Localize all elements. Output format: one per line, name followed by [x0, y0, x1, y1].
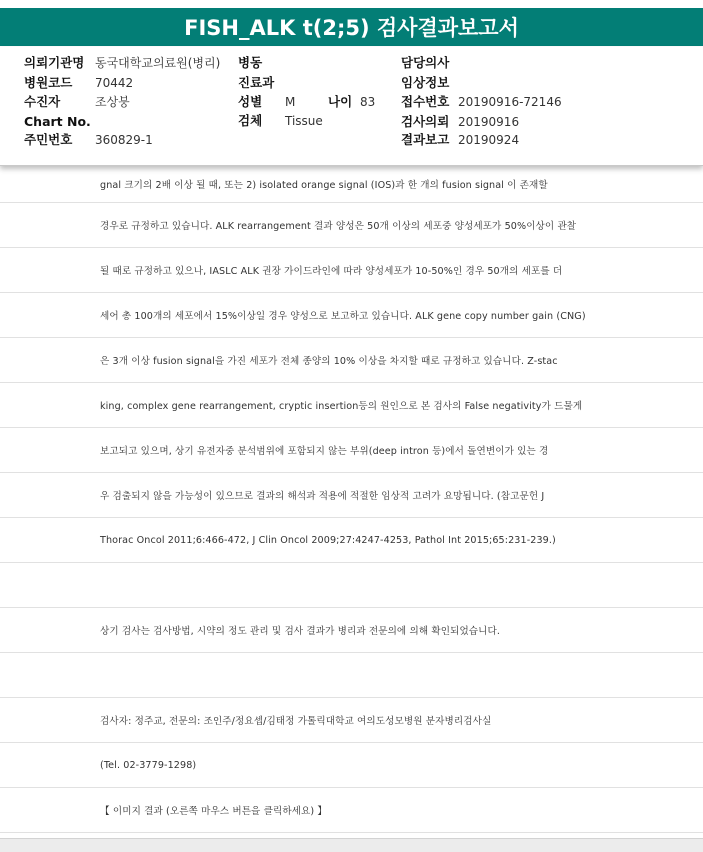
report-line-text: 우 검출되지 않을 가능성이 있으므로 결과의 해석과 적용에 적절한 임상적 고려가 요망됩니다. (참고문헌 J — [100, 491, 545, 502]
bottom-scroll-area — [0, 838, 703, 852]
resident-no-value: 360829-1 — [95, 133, 153, 147]
report-line-row — [0, 608, 703, 653]
report-line-row — [0, 338, 703, 383]
report-line-text: 세어 총 100개의 세포에서 15%이상일 경우 양성으로 보고하고 있습니다. ALK gene copy number gain (CNG) — [100, 311, 586, 322]
institution-label: 의뢰기관명 — [24, 55, 85, 70]
request-date-value: 20190916 — [458, 115, 520, 129]
department-label: 진료과 — [238, 75, 275, 90]
receiver-value: 조상붕 — [95, 95, 130, 109]
report-line-row — [0, 166, 703, 203]
report-line-text: 검사자: 정주교, 전문의: 조인주/정요셉/김태정 가톨릭대학교 여의도성모병원 분자병리검사실 — [100, 716, 492, 727]
report-line-text: Thorac Oncol 2011;6:466-472, J Clin Oncol 2009;27:4247-4253, Pathol Int 2015;65:231-239.) — [100, 534, 556, 546]
specimen-value: Tissue — [285, 114, 323, 128]
report-line-text: 은 3개 이상 fusion signal을 가진 세포가 전체 종양의 10% 이상을 차지할 때로 규정하고 있습니다. Z-stac — [100, 356, 558, 367]
accession-label: 접수번호 — [401, 94, 450, 109]
report-line-row — [0, 743, 703, 788]
report-line-text: 상기 검사는 검사방법, 시약의 정도 관리 및 검사 결과가 병리과 전문의에 의해 확인되었습니다. — [100, 626, 501, 637]
report-line-text[interactable]: 【 이미지 결과 (오른쪽 마우스 버튼을 클릭하세요) 】 — [100, 806, 328, 817]
clinical-info-label: 임상정보 — [401, 75, 450, 90]
hospital-code-value: 70442 — [95, 76, 134, 90]
hospital-code-label: 병원코드 — [24, 75, 73, 90]
report-line-text — [100, 563, 631, 607]
chart-no-label: Chart No. — [24, 114, 91, 129]
report-line-row — [0, 293, 703, 338]
report-line-row — [0, 428, 703, 473]
report-line-text: 될 때로 규정하고 있으나, IASLC ALK 권장 가이드라인에 따라 양성세포가 10-50%인 경우 50개의 세포를 더 — [100, 266, 563, 277]
report-line-row — [0, 698, 703, 743]
resident-no-label: 주민번호 — [24, 132, 73, 147]
report-line-row — [0, 563, 703, 608]
report-line-row — [0, 518, 703, 563]
report-line-text — [100, 653, 631, 697]
age-value: 83 — [360, 95, 376, 109]
report-body — [0, 166, 703, 838]
specimen-label: 검체 — [238, 113, 263, 128]
report-line-row — [0, 248, 703, 293]
report-line-row — [0, 473, 703, 518]
report-title-bar — [0, 8, 703, 46]
sex-value: M — [285, 95, 296, 109]
receiver-label: 수진자 — [24, 94, 61, 109]
sex-label: 성별 — [238, 94, 263, 109]
ward-label: 병동 — [238, 55, 263, 70]
report-title: FISH_ALK t(2;5) 검사결과보고서 — [184, 16, 519, 40]
doctor-label: 담당의사 — [401, 55, 450, 70]
report-line-text: 보고되고 있으며, 상기 유전자중 분석범위에 포함되지 않는 부위(deep intron 등)에서 돌연변이가 있는 경 — [100, 446, 549, 457]
report-date-value: 20190924 — [458, 133, 520, 147]
report-line-row — [0, 203, 703, 248]
patient-info-header — [0, 47, 703, 166]
report-date-label: 결과보고 — [401, 132, 450, 147]
age-label: 나이 — [328, 94, 353, 109]
accession-value: 20190916-72146 — [458, 95, 562, 109]
report-line-text: king, complex gene rearrangement, cryptic insertion등의 원인으로 본 검사의 False negativity가 드물게 — [100, 401, 583, 412]
report-line-row — [0, 788, 703, 833]
request-date-label: 검사의뢰 — [401, 114, 450, 129]
report-line-text: (Tel. 02-3779-1298) — [100, 759, 197, 771]
report-line-text: 경우로 규정하고 있습니다. ALK rearrangement 결과 양성은 50개 이상의 세포중 양성세포가 50%이상이 관찰 — [100, 221, 577, 232]
report-line-row — [0, 383, 703, 428]
report-line-text: gnal 크기의 2배 이상 될 때, 또는 2) isolated orange signal (IOS)과 한 개의 fusion signal 이 존재할 — [100, 180, 548, 191]
report-line-row — [0, 653, 703, 698]
institution-value: 동국대학교의료원(병리) — [95, 56, 221, 70]
